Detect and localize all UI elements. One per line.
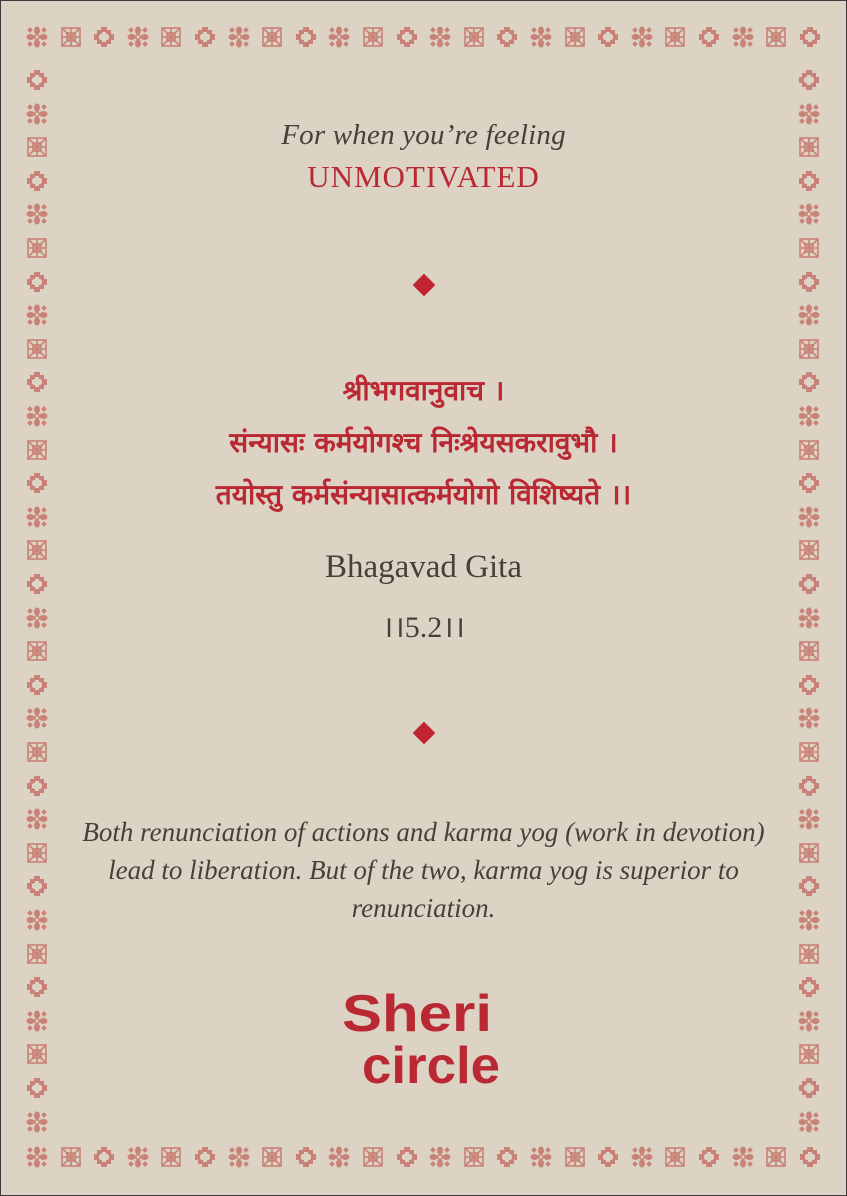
diamond-divider-bottom	[412, 722, 435, 745]
octagon-motif-72	[26, 472, 48, 494]
lattice-motif-59	[798, 237, 820, 259]
flower-motif-24	[26, 1146, 48, 1168]
flower-motif-81	[798, 607, 820, 629]
verse-line-1: श्रीभगवानुवाच ।	[342, 374, 505, 407]
flower-motif-110	[26, 1111, 48, 1133]
octagon-motif-48	[26, 69, 48, 91]
flower-motif-69	[798, 405, 820, 427]
octagon-motif-67	[798, 371, 820, 393]
lattice-motif-95	[798, 842, 820, 864]
mood-heading: UNMOTIVATED	[307, 159, 540, 194]
octagon-motif-108	[26, 1077, 48, 1099]
sheri-circle-logo	[342, 983, 522, 1093]
flower-motif-92	[26, 808, 48, 830]
lattice-motif-1	[60, 26, 82, 48]
source-title: Bhagavad Gita	[324, 549, 523, 585]
lattice-motif-101	[798, 943, 820, 965]
flower-motif-86	[26, 707, 48, 729]
octagon-motif-61	[798, 271, 820, 293]
lattice-motif-65	[798, 338, 820, 360]
verse-reference: ।।5.2।।	[382, 611, 465, 644]
octagon-motif-23	[799, 26, 821, 48]
octagon-motif-54	[26, 170, 48, 192]
octagon-motif-102	[26, 976, 48, 998]
lattice-motif-83	[798, 640, 820, 662]
flower-motif-98	[26, 909, 48, 931]
flower-motif-0	[26, 26, 48, 48]
flower-motif-87	[798, 707, 820, 729]
lattice-motif-77	[798, 539, 820, 561]
flower-motif-111	[798, 1111, 820, 1133]
intro-text: For when you’re feeling	[281, 119, 566, 151]
lattice-motif-22	[765, 26, 787, 48]
octagon-motif-109	[798, 1077, 820, 1099]
flower-motif-105	[798, 1010, 820, 1032]
lattice-motif-106	[26, 1043, 48, 1065]
octagon-motif-103	[798, 976, 820, 998]
lattice-motif-82	[26, 640, 48, 662]
flower-motif-75	[798, 506, 820, 528]
flower-motif-62	[26, 304, 48, 326]
logo-line-1: Sheri	[341, 985, 492, 1043]
lattice-motif-46	[765, 1146, 787, 1168]
lattice-motif-53	[798, 136, 820, 158]
octagon-motif-97	[798, 875, 820, 897]
flower-motif-51	[798, 103, 820, 125]
octagon-motif-60	[26, 271, 48, 293]
flower-motif-99	[798, 909, 820, 931]
lattice-motif-64	[26, 338, 48, 360]
octagon-motif-78	[26, 573, 48, 595]
logo-line-2: circle	[361, 1037, 500, 1093]
octagon-motif-84	[26, 674, 48, 696]
octagon-motif-47	[799, 1146, 821, 1168]
lattice-motif-58	[26, 237, 48, 259]
diamond-divider-top	[412, 274, 435, 297]
lattice-motif-52	[26, 136, 48, 158]
lattice-motif-25	[60, 1146, 82, 1168]
octagon-motif-90	[26, 775, 48, 797]
octagon-motif-66	[26, 371, 48, 393]
octagon-motif-96	[26, 875, 48, 897]
octagon-motif-55	[798, 170, 820, 192]
english-translation: Both renunciation of actions and karma yog (work in devotion) lead to liberation. But of the two, karma yog is superior to renunciation.	[82, 817, 765, 923]
flower-motif-74	[26, 506, 48, 528]
flower-motif-104	[26, 1010, 48, 1032]
flower-motif-57	[798, 203, 820, 225]
verse-line-3: तयोस्तु कर्मसंन्यासात्कर्मयोगो विशिष्यते ।।	[215, 478, 632, 511]
octagon-motif-85	[798, 674, 820, 696]
lattice-motif-89	[798, 741, 820, 763]
flower-motif-68	[26, 405, 48, 427]
flower-motif-50	[26, 103, 48, 125]
lattice-motif-70	[26, 439, 48, 461]
octagon-motif-49	[798, 69, 820, 91]
flower-motif-93	[798, 808, 820, 830]
verse-line-2: संन्यासः कर्मयोगश्च निःश्रेयसकरावुभौ ।	[229, 426, 618, 459]
lattice-motif-94	[26, 842, 48, 864]
sanskrit-verse	[81, 365, 766, 521]
lattice-motif-71	[798, 439, 820, 461]
lattice-motif-100	[26, 943, 48, 965]
octagon-motif-79	[798, 573, 820, 595]
flower-motif-56	[26, 203, 48, 225]
lattice-motif-76	[26, 539, 48, 561]
octagon-motif-73	[798, 472, 820, 494]
lattice-motif-88	[26, 741, 48, 763]
flower-motif-80	[26, 607, 48, 629]
octagon-motif-91	[798, 775, 820, 797]
flower-motif-63	[798, 304, 820, 326]
lattice-motif-107	[798, 1043, 820, 1065]
